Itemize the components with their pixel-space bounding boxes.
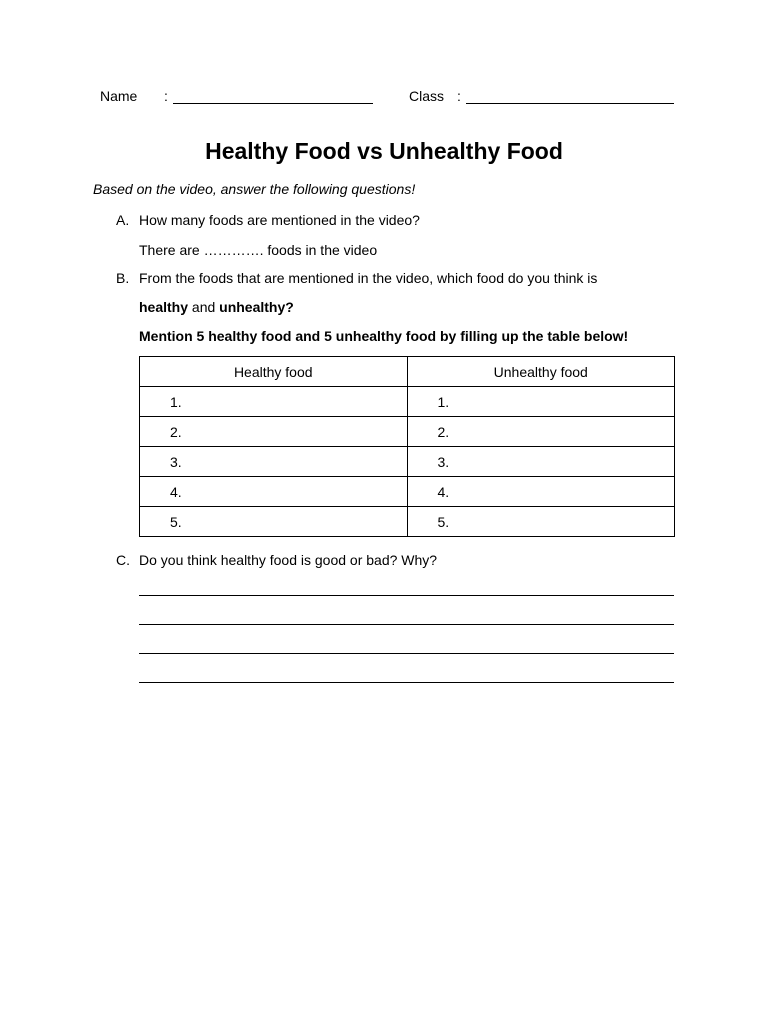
unhealthy-cell-3[interactable]: 3. <box>407 447 675 477</box>
food-table <box>139 356 675 537</box>
table-row <box>140 447 675 477</box>
class-colon: : <box>457 88 461 104</box>
question-b-unhealthy: unhealthy? <box>219 299 294 315</box>
question-a-answer-prefix: There are <box>139 242 204 258</box>
unhealthy-cell-1[interactable]: 1. <box>407 387 675 417</box>
unhealthy-cell-5[interactable]: 5. <box>407 507 675 537</box>
table-header-unhealthy: Unhealthy food <box>407 357 675 387</box>
table-header-healthy: Healthy food <box>140 357 408 387</box>
header-row <box>100 88 680 108</box>
question-a-text: How many foods are mentioned in the video? <box>139 212 420 228</box>
healthy-cell-5[interactable]: 5. <box>140 507 408 537</box>
name-colon: : <box>164 88 168 104</box>
unhealthy-cell-4[interactable]: 4. <box>407 477 675 507</box>
healthy-cell-2[interactable]: 2. <box>140 417 408 447</box>
question-a-answer <box>139 242 377 258</box>
question-c-text: Do you think healthy food is good or bad? Why? <box>139 552 438 568</box>
table-row <box>140 417 675 447</box>
question-a-letter: A. <box>116 212 130 228</box>
unhealthy-cell-2[interactable]: 2. <box>407 417 675 447</box>
answer-line-4[interactable] <box>139 682 674 683</box>
question-b-letter: B. <box>116 270 130 286</box>
class-field-line[interactable] <box>466 103 674 104</box>
healthy-cell-3[interactable]: 3. <box>140 447 408 477</box>
question-b-text: From the foods that are mentioned in the video, which food do you think is <box>139 270 598 286</box>
question-a-answer-dots[interactable]: …………. <box>203 242 264 258</box>
question-c-letter: C. <box>116 552 130 568</box>
question-b-and: and <box>188 299 220 315</box>
healthy-cell-1[interactable]: 1. <box>140 387 408 417</box>
table-row <box>140 387 675 417</box>
answer-line-2[interactable] <box>139 624 674 625</box>
instruction-text: Based on the video, answer the following questions! <box>93 181 416 197</box>
class-label: Class <box>409 88 445 104</box>
healthy-cell-4[interactable]: 4. <box>140 477 408 507</box>
table-row <box>140 477 675 507</box>
question-b-instruction: Mention 5 healthy food and 5 unhealthy food by filling up the table below! <box>139 328 629 344</box>
name-label: Name <box>100 88 138 104</box>
question-b-healthy: healthy <box>139 299 189 315</box>
answer-line-3[interactable] <box>139 653 674 654</box>
answer-line-1[interactable] <box>139 595 674 596</box>
page-title: Healthy Food vs Unhealthy Food <box>205 138 563 164</box>
table-header-row <box>140 357 675 387</box>
name-field-line[interactable] <box>173 103 373 104</box>
question-a-answer-suffix: foods in the video <box>263 242 378 258</box>
table-row <box>140 507 675 537</box>
question-b-line2 <box>139 299 294 315</box>
